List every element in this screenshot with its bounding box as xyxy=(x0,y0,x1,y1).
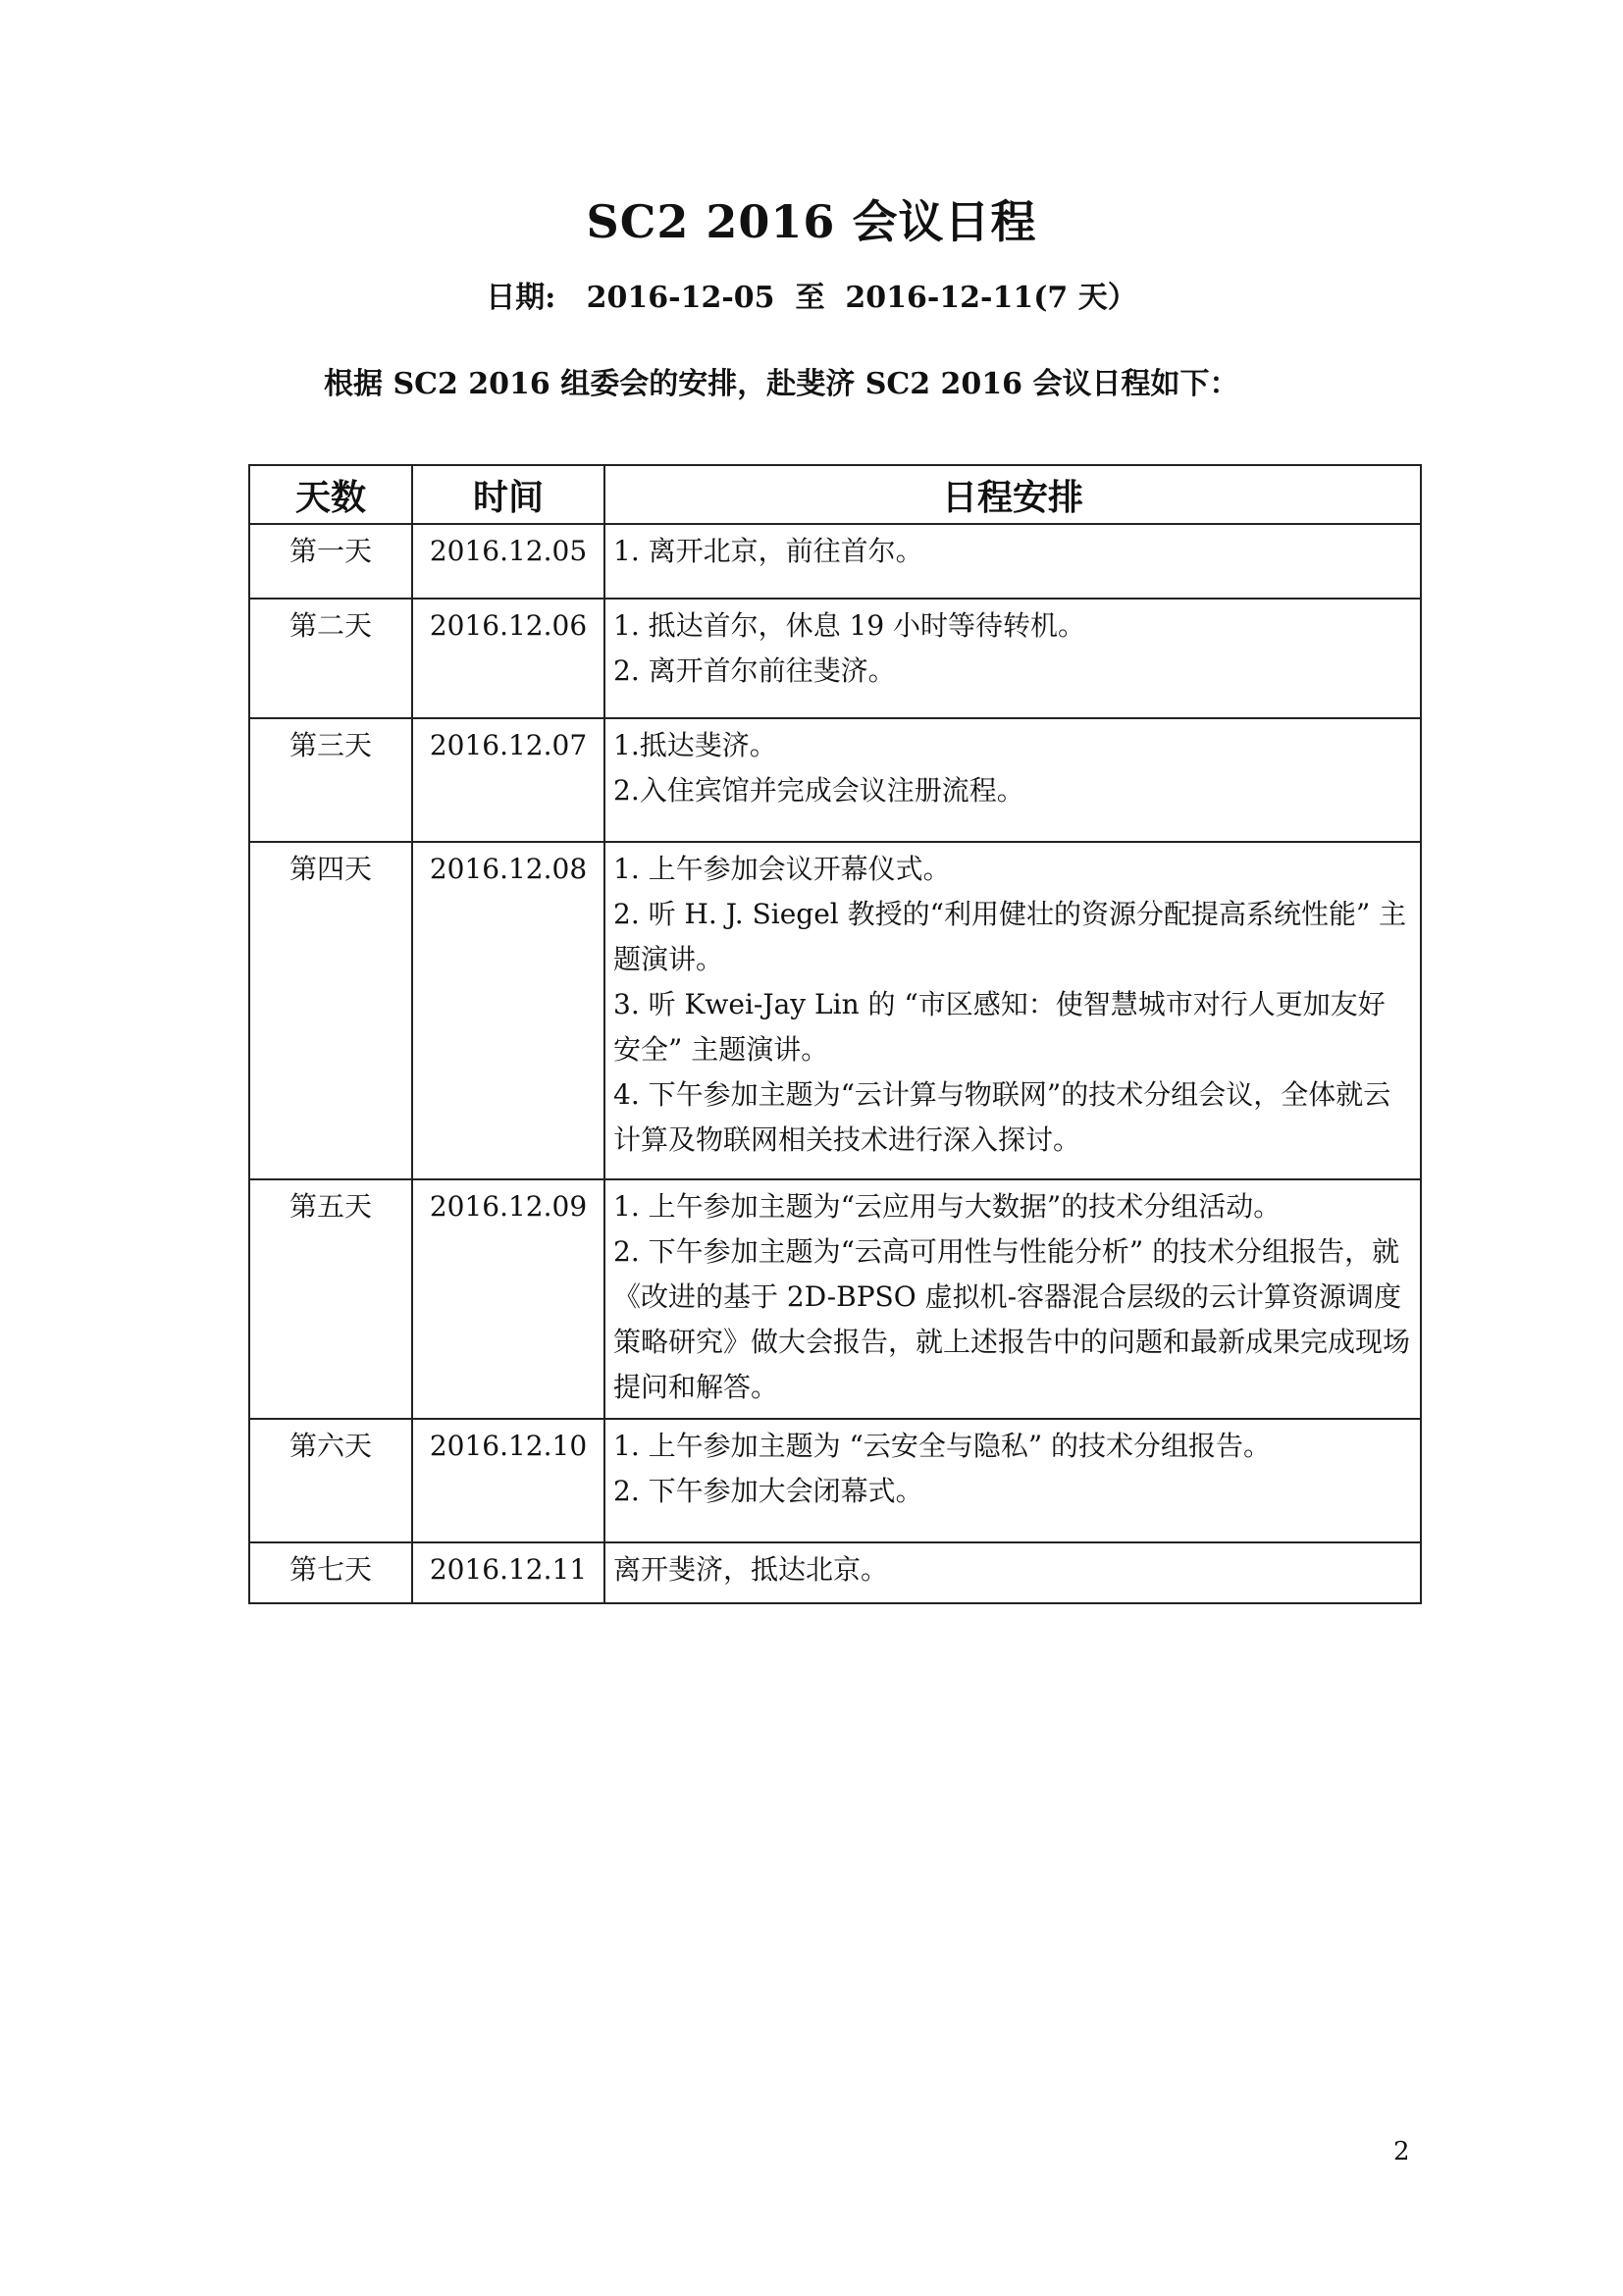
plan-item: 2.入住宾馆并完成会议注册流程。 xyxy=(613,774,1024,807)
plan-cell xyxy=(604,718,1421,842)
day-cell: 第六天 xyxy=(249,1419,412,1542)
intro-paragraph: 根据 SC2 2016 组委会的安排，赴斐济 SC2 2016 会议日程如下： xyxy=(324,367,1239,401)
day-cell: 第四天 xyxy=(249,842,412,1179)
plan-item: 2. 离开首尔前往斐济。 xyxy=(613,654,896,687)
plan-item: 1. 上午参加会议开幕仪式。 xyxy=(613,853,951,885)
plan-item: 1. 上午参加主题为“云应用与大数据”的技术分组活动。 xyxy=(613,1190,1282,1223)
plan-item: 1.抵达斐济。 xyxy=(613,729,777,761)
plan-cell xyxy=(604,599,1421,718)
table-row xyxy=(249,842,1421,1179)
plan-cell xyxy=(604,1542,1421,1603)
table-row xyxy=(249,1542,1421,1603)
header-date: 时间 xyxy=(412,465,604,524)
plan-item: 离开斐济，抵达北京。 xyxy=(613,1553,889,1586)
plan-item: 2. 下午参加主题为“云高可用性与性能分析” 的技术分组报告，就《改进的基于 2D-BPSO 虚拟机-容器混合层级的云计算资源调度策略研究》做大会报告，就上述报告中的问题和最新成果完成现场提问和解答。 xyxy=(613,1235,1411,1403)
page-title: SC2 2016 会议日程 xyxy=(586,195,1037,248)
plan-item: 1. 离开北京，前往首尔。 xyxy=(613,535,923,567)
plan-cell xyxy=(604,1419,1421,1542)
plan-item: 4. 下午参加主题为“云计算与物联网”的技术分组会议，全体就云计算及物联网相关技术进行深入探讨。 xyxy=(613,1078,1391,1156)
plan-cell xyxy=(604,842,1421,1179)
date-cell: 2016.12.09 xyxy=(412,1179,604,1419)
day-cell: 第二天 xyxy=(249,599,412,718)
table-row xyxy=(249,599,1421,718)
schedule-table xyxy=(248,464,1422,1604)
date-cell: 2016.12.11 xyxy=(412,1542,604,1603)
start-date: 2016-12-05 xyxy=(586,281,775,315)
plan-item: 3. 听 Kwei-Jay Lin 的 “市区感知：使智慧城市对行人更加友好安全” 主题演讲。 xyxy=(613,988,1386,1066)
plan-item: 1. 上午参加主题为 “云安全与隐私” 的技术分组报告。 xyxy=(613,1430,1272,1462)
table-header-row xyxy=(249,465,1421,524)
date-cell: 2016.12.06 xyxy=(412,599,604,718)
date-cell: 2016.12.07 xyxy=(412,718,604,842)
plan-cell xyxy=(604,1179,1421,1419)
date-label: 日期: xyxy=(486,281,556,315)
table-row xyxy=(249,1419,1421,1542)
day-cell: 第五天 xyxy=(249,1179,412,1419)
end-date: 2016-12-11(7 天） xyxy=(845,281,1137,315)
day-cell: 第三天 xyxy=(249,718,412,842)
date-cell: 2016.12.08 xyxy=(412,842,604,1179)
header-day: 天数 xyxy=(249,465,412,524)
date-line xyxy=(0,273,1623,316)
header-plan: 日程安排 xyxy=(604,465,1421,524)
plan-cell xyxy=(604,524,1421,599)
table-row xyxy=(249,524,1421,599)
day-cell: 第七天 xyxy=(249,1542,412,1603)
table-row xyxy=(249,1179,1421,1419)
date-cell: 2016.12.10 xyxy=(412,1419,604,1542)
date-cell: 2016.12.05 xyxy=(412,524,604,599)
table-row xyxy=(249,718,1421,842)
day-cell: 第一天 xyxy=(249,524,412,599)
page-number: 2 xyxy=(1393,2137,1410,2166)
plan-item: 2. 听 H. J. Siegel 教授的“利用健壮的资源分配提高系统性能” 主题演讲。 xyxy=(613,898,1407,975)
plan-item: 1. 抵达首尔，休息 19 小时等待转机。 xyxy=(613,609,1086,642)
plan-item: 2. 下午参加大会闭幕式。 xyxy=(613,1475,923,1507)
date-connector: 至 xyxy=(795,281,825,315)
